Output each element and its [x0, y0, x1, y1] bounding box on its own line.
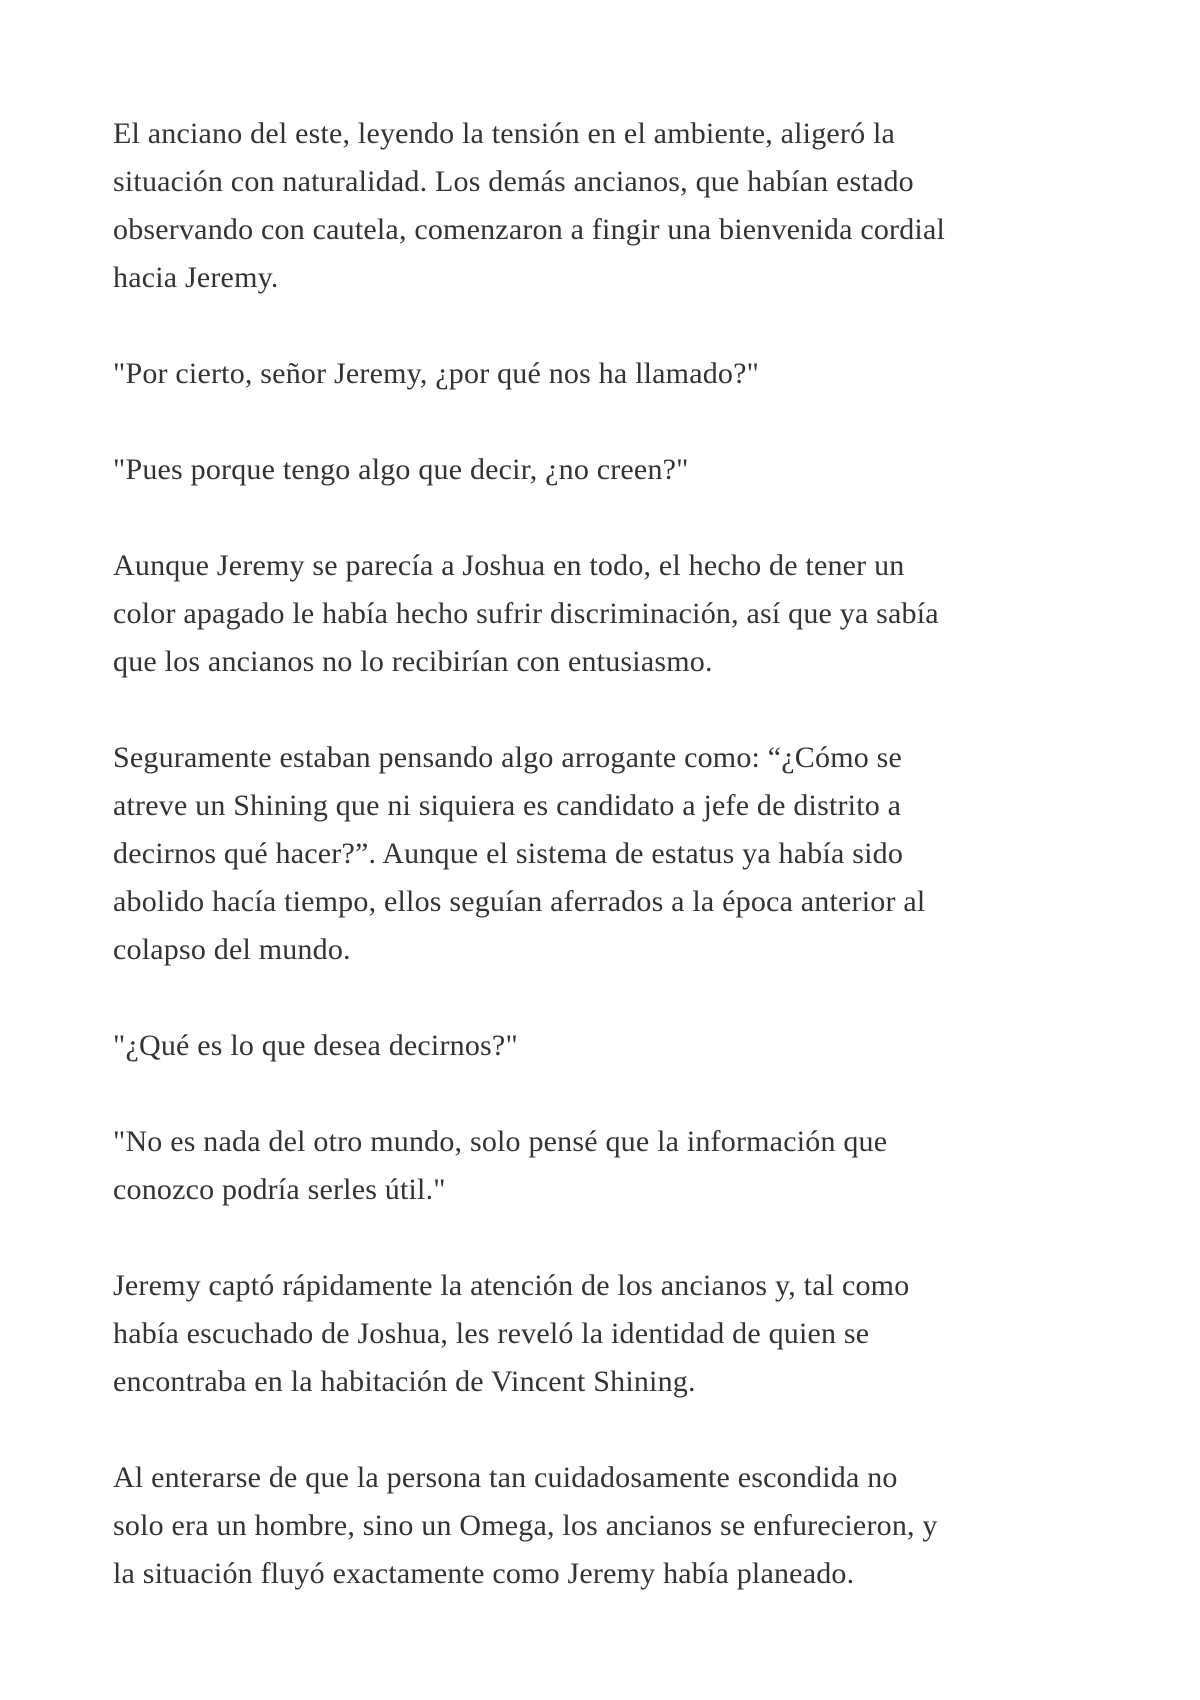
paragraph-line: situación con naturalidad. Los demás ancianos, que habían estado — [113, 165, 914, 198]
paragraph-line: "¿Qué es lo que desea decirnos?" — [113, 1029, 518, 1062]
paragraph — [113, 734, 1087, 974]
paragraph — [113, 1454, 1087, 1598]
paragraph-line: atreve un Shining que ni siquiera es candidato a jefe de distrito a — [113, 789, 902, 822]
paragraph-line: que los ancianos no lo recibirían con entusiasmo. — [113, 645, 713, 678]
paragraph-line: la situación fluyó exactamente como Jeremy había planeado. — [113, 1557, 855, 1590]
paragraph-line: solo era un hombre, sino un Omega, los ancianos se enfurecieron, y — [113, 1509, 938, 1542]
paragraph-line: encontraba en la habitación de Vincent Shining. — [113, 1365, 696, 1398]
paragraph-line: hacia Jeremy. — [113, 261, 279, 294]
paragraph-line: Jeremy captó rápidamente la atención de los ancianos y, tal como — [113, 1269, 910, 1302]
paragraph — [113, 1118, 1087, 1214]
paragraph-line: color apagado le había hecho sufrir discriminación, así que ya sabía — [113, 597, 939, 630]
paragraph-line: "Pues porque tengo algo que decir, ¿no creen?" — [113, 453, 689, 486]
paragraph-line: Al enterarse de que la persona tan cuidadosamente escondida no — [113, 1461, 898, 1494]
paragraph — [113, 110, 1087, 302]
paragraph-line: Seguramente estaban pensando algo arrogante como: “¿Cómo se — [113, 741, 903, 774]
paragraph-line: "Por cierto, señor Jeremy, ¿por qué nos ha llamado?" — [113, 357, 760, 390]
paragraph-line: Aunque Jeremy se parecía a Joshua en todo, el hecho de tener un — [113, 549, 905, 582]
paragraph-line: había escuchado de Joshua, les reveló la identidad de quien se — [113, 1317, 870, 1350]
paragraph — [113, 542, 1087, 686]
paragraph-line: decirnos qué hacer?”. Aunque el sistema de estatus ya había sido — [113, 837, 904, 870]
paragraph-line: observando con cautela, comenzaron a fingir una bienvenida cordial — [113, 213, 946, 246]
paragraph-line: colapso del mundo. — [113, 933, 351, 966]
paragraph — [113, 1262, 1087, 1406]
paragraph-line: El anciano del este, leyendo la tensión en el ambiente, aligeró la — [113, 117, 896, 150]
paragraph — [113, 446, 1087, 494]
paragraph — [113, 1022, 1087, 1070]
paragraph-list — [113, 110, 1087, 1598]
paragraph-line: conozco podría serles útil." — [113, 1173, 446, 1206]
paragraph — [113, 350, 1087, 398]
paragraph-line: "No es nada del otro mundo, solo pensé que la información que — [113, 1125, 888, 1158]
paragraph-line: abolido hacía tiempo, ellos seguían aferrados a la época anterior al — [113, 885, 926, 918]
